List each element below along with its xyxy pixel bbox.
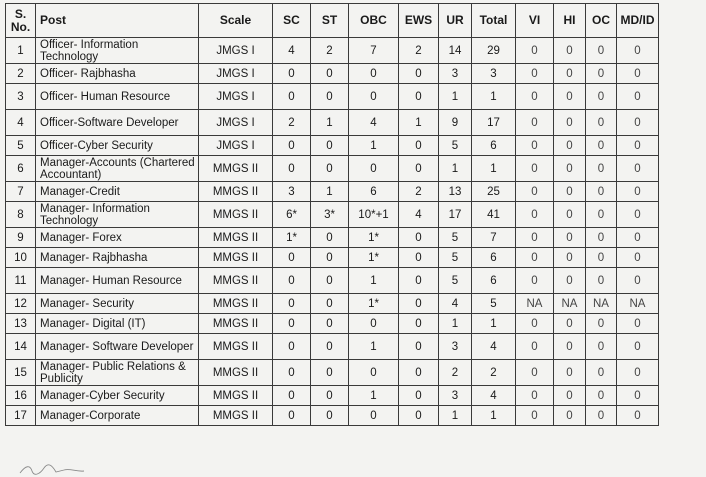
scale-cell: MMGS II: [199, 202, 273, 228]
ur-cell: 17: [439, 202, 472, 228]
table-row: [6, 406, 659, 426]
hi-cell: 0: [554, 334, 586, 360]
total-cell: 29: [472, 38, 516, 64]
total-cell: 6: [472, 248, 516, 268]
sno-cell: 14: [6, 334, 36, 360]
header-row: [6, 4, 659, 38]
table-row: [6, 202, 659, 228]
obc-cell: 7: [349, 38, 399, 64]
st-cell: 0: [311, 64, 349, 84]
scale-cell: MMGS II: [199, 228, 273, 248]
table-body: [6, 38, 659, 426]
vi-cell: 0: [516, 156, 554, 182]
sno-cell: 17: [6, 406, 36, 426]
ur-cell: 5: [439, 228, 472, 248]
mdid-cell: 0: [617, 110, 659, 136]
header-ews: EWS: [399, 4, 439, 38]
header-oc: OC: [586, 4, 617, 38]
ur-cell: 1: [439, 314, 472, 334]
scale-cell: MMGS II: [199, 360, 273, 386]
sc-cell: 0: [273, 156, 311, 182]
mdid-cell: 0: [617, 406, 659, 426]
vi-cell: 0: [516, 84, 554, 110]
ur-cell: 13: [439, 182, 472, 202]
table-row: [6, 294, 659, 314]
ews-cell: 0: [399, 156, 439, 182]
st-cell: 3*: [311, 202, 349, 228]
scale-cell: JMGS I: [199, 84, 273, 110]
total-cell: 5: [472, 294, 516, 314]
mdid-cell: 0: [617, 314, 659, 334]
ews-cell: 0: [399, 406, 439, 426]
vi-cell: 0: [516, 228, 554, 248]
header-vi: VI: [516, 4, 554, 38]
oc-cell: 0: [586, 38, 617, 64]
sno-cell: 4: [6, 110, 36, 136]
table-row: [6, 334, 659, 360]
st-cell: 0: [311, 334, 349, 360]
table-row: [6, 84, 659, 110]
table-row: [6, 386, 659, 406]
vacancy-table: [5, 3, 659, 426]
sc-cell: 0: [273, 406, 311, 426]
vi-cell: 0: [516, 38, 554, 64]
sno-cell: 1: [6, 38, 36, 64]
st-cell: 0: [311, 406, 349, 426]
total-cell: 4: [472, 334, 516, 360]
sno-cell: 7: [6, 182, 36, 202]
table-row: [6, 248, 659, 268]
sno-cell: 16: [6, 386, 36, 406]
obc-cell: 0: [349, 64, 399, 84]
scale-cell: MMGS II: [199, 386, 273, 406]
hi-cell: 0: [554, 156, 586, 182]
table-row: [6, 110, 659, 136]
mdid-cell: 0: [617, 248, 659, 268]
sno-cell: 2: [6, 64, 36, 84]
obc-cell: 0: [349, 360, 399, 386]
sc-cell: 0: [273, 314, 311, 334]
mdid-cell: NA: [617, 294, 659, 314]
oc-cell: 0: [586, 156, 617, 182]
table-row: [6, 360, 659, 386]
scale-cell: JMGS I: [199, 38, 273, 64]
post-cell: Manager- Information Technology: [36, 202, 199, 228]
ews-cell: 0: [399, 136, 439, 156]
ews-cell: 2: [399, 182, 439, 202]
st-cell: 0: [311, 360, 349, 386]
hi-cell: 0: [554, 64, 586, 84]
obc-cell: 10*+1: [349, 202, 399, 228]
sno-cell: 10: [6, 248, 36, 268]
oc-cell: 0: [586, 202, 617, 228]
ews-cell: 2: [399, 38, 439, 64]
vi-cell: 0: [516, 182, 554, 202]
ews-cell: 0: [399, 386, 439, 406]
obc-cell: 1*: [349, 228, 399, 248]
vi-cell: 0: [516, 314, 554, 334]
total-cell: 6: [472, 136, 516, 156]
ews-cell: 0: [399, 314, 439, 334]
total-cell: 17: [472, 110, 516, 136]
header-obc: OBC: [349, 4, 399, 38]
hi-cell: 0: [554, 386, 586, 406]
post-cell: Manager- Human Resource: [36, 268, 199, 294]
hi-cell: 0: [554, 38, 586, 64]
mdid-cell: 0: [617, 64, 659, 84]
sc-cell: 0: [273, 84, 311, 110]
oc-cell: NA: [586, 294, 617, 314]
header-sc: SC: [273, 4, 311, 38]
header-ur: UR: [439, 4, 472, 38]
table-row: [6, 156, 659, 182]
header-total: Total: [472, 4, 516, 38]
sc-cell: 0: [273, 136, 311, 156]
ews-cell: 0: [399, 228, 439, 248]
post-cell: Manager-Accounts (Chartered Accountant): [36, 156, 199, 182]
ews-cell: 0: [399, 294, 439, 314]
st-cell: 0: [311, 386, 349, 406]
sc-cell: 0: [273, 334, 311, 360]
scale-cell: JMGS I: [199, 110, 273, 136]
obc-cell: 1: [349, 334, 399, 360]
obc-cell: 1: [349, 268, 399, 294]
oc-cell: 0: [586, 360, 617, 386]
post-cell: Manager- Software Developer: [36, 334, 199, 360]
mdid-cell: 0: [617, 182, 659, 202]
header-sno: S. No.: [6, 4, 36, 38]
oc-cell: 0: [586, 406, 617, 426]
scale-cell: MMGS II: [199, 248, 273, 268]
oc-cell: 0: [586, 84, 617, 110]
table-row: [6, 38, 659, 64]
st-cell: 0: [311, 156, 349, 182]
ur-cell: 5: [439, 268, 472, 294]
scale-cell: MMGS II: [199, 182, 273, 202]
post-cell: Manager- Public Relations & Publicity: [36, 360, 199, 386]
oc-cell: 0: [586, 136, 617, 156]
total-cell: 2: [472, 360, 516, 386]
hi-cell: 0: [554, 110, 586, 136]
sno-cell: 9: [6, 228, 36, 248]
ur-cell: 14: [439, 38, 472, 64]
header-scale: Scale: [199, 4, 273, 38]
mdid-cell: 0: [617, 136, 659, 156]
table-row: [6, 64, 659, 84]
ews-cell: 0: [399, 360, 439, 386]
ur-cell: 9: [439, 110, 472, 136]
table-row: [6, 268, 659, 294]
table-row: [6, 182, 659, 202]
header-post: Post: [36, 4, 199, 38]
hi-cell: 0: [554, 314, 586, 334]
mdid-cell: 0: [617, 268, 659, 294]
sno-cell: 8: [6, 202, 36, 228]
sc-cell: 4: [273, 38, 311, 64]
mdid-cell: 0: [617, 228, 659, 248]
vi-cell: 0: [516, 110, 554, 136]
scale-cell: MMGS II: [199, 156, 273, 182]
ur-cell: 5: [439, 136, 472, 156]
st-cell: 0: [311, 268, 349, 294]
total-cell: 25: [472, 182, 516, 202]
obc-cell: 1: [349, 386, 399, 406]
hi-cell: 0: [554, 84, 586, 110]
oc-cell: 0: [586, 386, 617, 406]
vacancy-table-container: [5, 3, 659, 426]
mdid-cell: 0: [617, 84, 659, 110]
post-cell: Manager-Credit: [36, 182, 199, 202]
post-cell: Officer- Human Resource: [36, 84, 199, 110]
mdid-cell: 0: [617, 202, 659, 228]
mdid-cell: 0: [617, 156, 659, 182]
sc-cell: 1*: [273, 228, 311, 248]
hi-cell: 0: [554, 268, 586, 294]
mdid-cell: 0: [617, 334, 659, 360]
hi-cell: 0: [554, 182, 586, 202]
sc-cell: 0: [273, 294, 311, 314]
sc-cell: 0: [273, 268, 311, 294]
mdid-cell: 0: [617, 38, 659, 64]
ur-cell: 3: [439, 64, 472, 84]
st-cell: 0: [311, 228, 349, 248]
vi-cell: 0: [516, 136, 554, 156]
ur-cell: 1: [439, 406, 472, 426]
st-cell: 0: [311, 294, 349, 314]
ews-cell: 0: [399, 248, 439, 268]
sc-cell: 0: [273, 64, 311, 84]
vi-cell: NA: [516, 294, 554, 314]
sno-cell: 15: [6, 360, 36, 386]
ur-cell: 4: [439, 294, 472, 314]
total-cell: 4: [472, 386, 516, 406]
hi-cell: 0: [554, 136, 586, 156]
ews-cell: 4: [399, 202, 439, 228]
obc-cell: 6: [349, 182, 399, 202]
oc-cell: 0: [586, 314, 617, 334]
st-cell: 2: [311, 38, 349, 64]
post-cell: Officer-Software Developer: [36, 110, 199, 136]
oc-cell: 0: [586, 228, 617, 248]
sno-cell: 13: [6, 314, 36, 334]
obc-cell: 0: [349, 84, 399, 110]
total-cell: 1: [472, 406, 516, 426]
hi-cell: 0: [554, 248, 586, 268]
vi-cell: 0: [516, 248, 554, 268]
hi-cell: 0: [554, 202, 586, 228]
post-cell: Officer- Information Technology: [36, 38, 199, 64]
ur-cell: 2: [439, 360, 472, 386]
st-cell: 0: [311, 314, 349, 334]
oc-cell: 0: [586, 248, 617, 268]
hi-cell: NA: [554, 294, 586, 314]
sc-cell: 0: [273, 360, 311, 386]
ews-cell: 1: [399, 110, 439, 136]
oc-cell: 0: [586, 64, 617, 84]
hi-cell: 0: [554, 360, 586, 386]
st-cell: 1: [311, 110, 349, 136]
signature-scribble: [18, 462, 88, 476]
post-cell: Manager- Security: [36, 294, 199, 314]
sno-cell: 6: [6, 156, 36, 182]
ur-cell: 1: [439, 156, 472, 182]
ur-cell: 3: [439, 386, 472, 406]
total-cell: 7: [472, 228, 516, 248]
sno-cell: 3: [6, 84, 36, 110]
sc-cell: 3: [273, 182, 311, 202]
header-st: ST: [311, 4, 349, 38]
scale-cell: MMGS II: [199, 314, 273, 334]
oc-cell: 0: [586, 268, 617, 294]
obc-cell: 1*: [349, 248, 399, 268]
table-row: [6, 136, 659, 156]
oc-cell: 0: [586, 334, 617, 360]
obc-cell: 4: [349, 110, 399, 136]
sno-cell: 5: [6, 136, 36, 156]
table-row: [6, 314, 659, 334]
scale-cell: MMGS II: [199, 334, 273, 360]
ews-cell: 0: [399, 84, 439, 110]
ur-cell: 5: [439, 248, 472, 268]
hi-cell: 0: [554, 406, 586, 426]
vi-cell: 0: [516, 268, 554, 294]
total-cell: 41: [472, 202, 516, 228]
ur-cell: 1: [439, 84, 472, 110]
header-mdid: MD/ID: [617, 4, 659, 38]
scale-cell: MMGS II: [199, 406, 273, 426]
sno-cell: 11: [6, 268, 36, 294]
ews-cell: 0: [399, 268, 439, 294]
post-cell: Officer-Cyber Security: [36, 136, 199, 156]
sc-cell: 2: [273, 110, 311, 136]
st-cell: 0: [311, 136, 349, 156]
hi-cell: 0: [554, 228, 586, 248]
st-cell: 0: [311, 248, 349, 268]
total-cell: 1: [472, 156, 516, 182]
scale-cell: JMGS I: [199, 136, 273, 156]
obc-cell: 1: [349, 136, 399, 156]
vi-cell: 0: [516, 334, 554, 360]
ews-cell: 0: [399, 334, 439, 360]
post-cell: Manager- Digital (IT): [36, 314, 199, 334]
mdid-cell: 0: [617, 386, 659, 406]
obc-cell: 1*: [349, 294, 399, 314]
post-cell: Officer- Rajbhasha: [36, 64, 199, 84]
scale-cell: MMGS II: [199, 268, 273, 294]
sc-cell: 6*: [273, 202, 311, 228]
ews-cell: 0: [399, 64, 439, 84]
oc-cell: 0: [586, 110, 617, 136]
vi-cell: 0: [516, 202, 554, 228]
ur-cell: 3: [439, 334, 472, 360]
obc-cell: 0: [349, 156, 399, 182]
post-cell: Manager-Corporate: [36, 406, 199, 426]
post-cell: Manager-Cyber Security: [36, 386, 199, 406]
vi-cell: 0: [516, 64, 554, 84]
sno-cell: 12: [6, 294, 36, 314]
total-cell: 1: [472, 84, 516, 110]
sc-cell: 0: [273, 386, 311, 406]
sc-cell: 0: [273, 248, 311, 268]
mdid-cell: 0: [617, 360, 659, 386]
header-hi: HI: [554, 4, 586, 38]
obc-cell: 0: [349, 314, 399, 334]
scale-cell: JMGS I: [199, 64, 273, 84]
scale-cell: MMGS II: [199, 294, 273, 314]
post-cell: Manager- Forex: [36, 228, 199, 248]
oc-cell: 0: [586, 182, 617, 202]
st-cell: 0: [311, 84, 349, 110]
total-cell: 1: [472, 314, 516, 334]
vi-cell: 0: [516, 386, 554, 406]
obc-cell: 0: [349, 406, 399, 426]
total-cell: 3: [472, 64, 516, 84]
vi-cell: 0: [516, 360, 554, 386]
total-cell: 6: [472, 268, 516, 294]
table-row: [6, 228, 659, 248]
st-cell: 1: [311, 182, 349, 202]
post-cell: Manager- Rajbhasha: [36, 248, 199, 268]
vi-cell: 0: [516, 406, 554, 426]
